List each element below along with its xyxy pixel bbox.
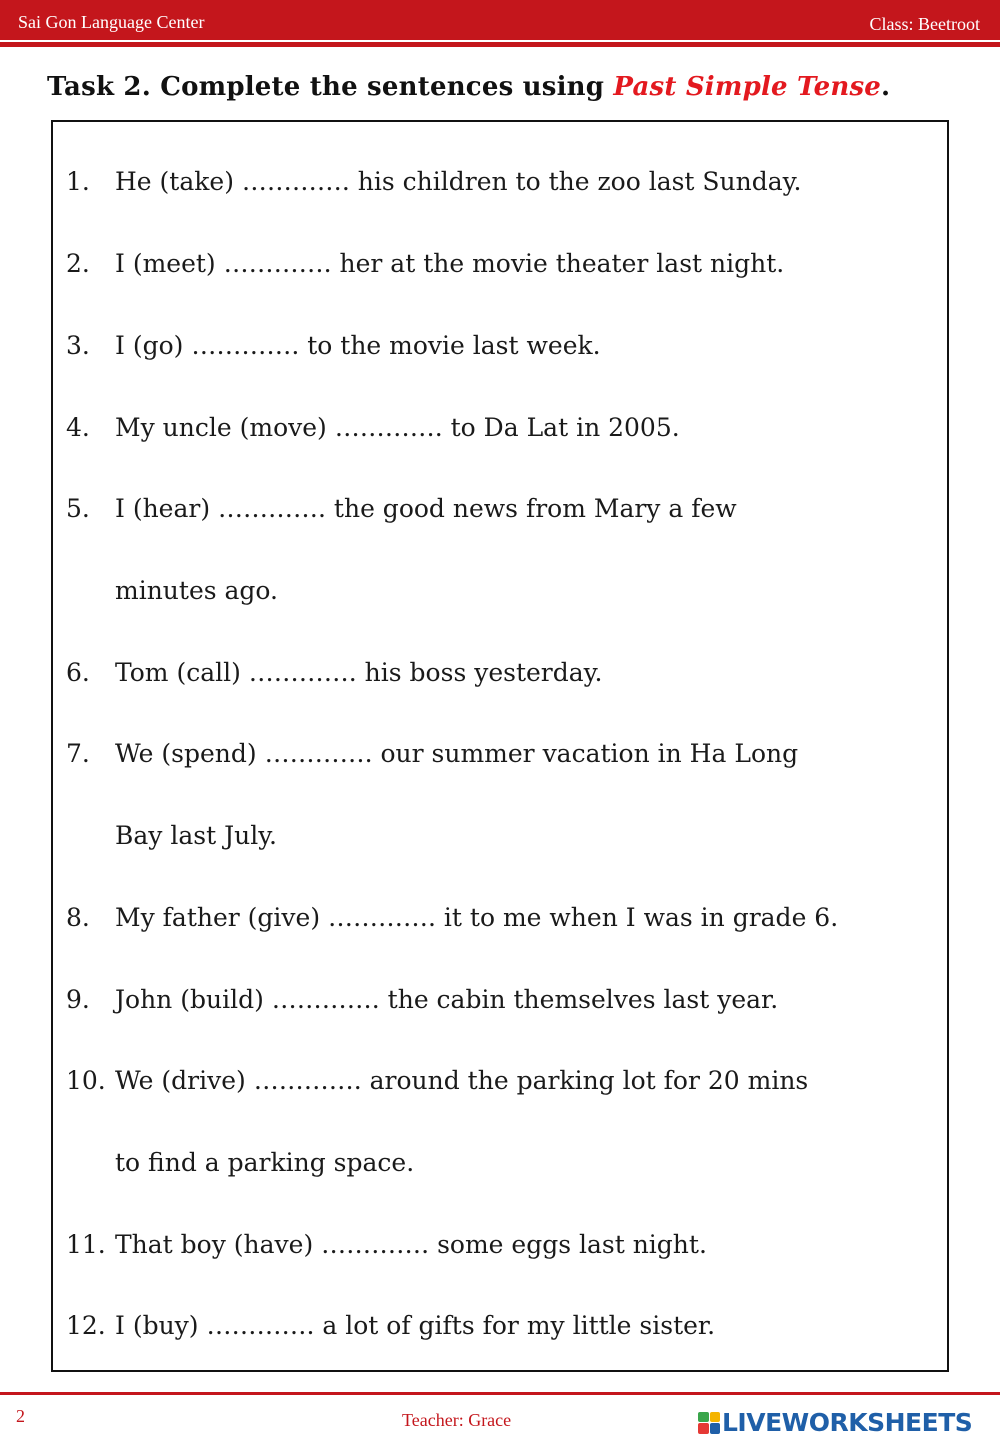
- center-name: Sai Gon Language Center: [18, 12, 205, 32]
- teacher-name: Teacher: Grace: [402, 1410, 512, 1430]
- exercise-text-continued: Bay last July.: [115, 821, 277, 850]
- exercise-text-continued: to find a parking space.: [115, 1148, 415, 1177]
- exercise-text: We (spend) …………. our summer vacation in Ha Long: [115, 739, 799, 768]
- exercise-text: I (hear) …………. the good news from Mary a few: [115, 494, 737, 523]
- exercise-number: 5.: [66, 494, 90, 523]
- page-number: 2: [16, 1406, 25, 1426]
- footer-divider: [0, 1392, 1000, 1395]
- exercise-text: That boy (have) …………. some eggs last night.: [115, 1230, 707, 1259]
- exercise-number: 7.: [66, 739, 90, 768]
- exercise-text: John (build) …………. the cabin themselves last year.: [115, 985, 779, 1014]
- exercise-number: 2.: [66, 249, 90, 278]
- exercise-text: We (drive) …………. around the parking lot for 20 mins: [115, 1066, 809, 1095]
- exercise-text: My uncle (move) …………. to Da Lat in 2005.: [115, 413, 680, 442]
- task-title: [47, 72, 967, 102]
- exercise-text: He (take) …………. his children to the zoo last Sunday.: [115, 167, 802, 196]
- header-divider: [0, 42, 1000, 47]
- exercise-number: 1.: [66, 167, 90, 196]
- exercise-text: I (meet) …………. her at the movie theater last night.: [115, 249, 785, 278]
- exercise-number: 8.: [66, 903, 90, 932]
- class-name: Class: Beetroot: [869, 14, 980, 34]
- exercise-text: I (go) …………. to the movie last week.: [115, 331, 601, 360]
- exercise-text: I (buy) …………. a lot of gifts for my little sister.: [115, 1311, 716, 1340]
- exercise-number: 10.: [66, 1066, 106, 1095]
- exercise-number: 3.: [66, 331, 90, 360]
- liveworksheets-logo: [698, 1408, 972, 1437]
- exercise-number: 9.: [66, 985, 90, 1014]
- exercise-text: Tom (call) …………. his boss yesterday.: [115, 658, 603, 687]
- exercise-number: 4.: [66, 413, 90, 442]
- exercise-text: My father (give) …………. it to me when I was in grade 6.: [115, 903, 839, 932]
- brand-blocks-icon: [698, 1412, 720, 1434]
- exercise-number: 11.: [66, 1230, 106, 1259]
- exercise-number: 6.: [66, 658, 90, 687]
- exercise-text-continued: minutes ago.: [115, 576, 278, 605]
- task-title-prefix: Task 2. Complete the sentences using: [47, 72, 614, 102]
- task-title-suffix: .: [881, 72, 891, 102]
- task-title-highlight: Past Simple Tense: [613, 72, 882, 102]
- exercise-number: 12.: [66, 1311, 106, 1340]
- brand-text: LIVEWORKSHEETS: [722, 1408, 973, 1437]
